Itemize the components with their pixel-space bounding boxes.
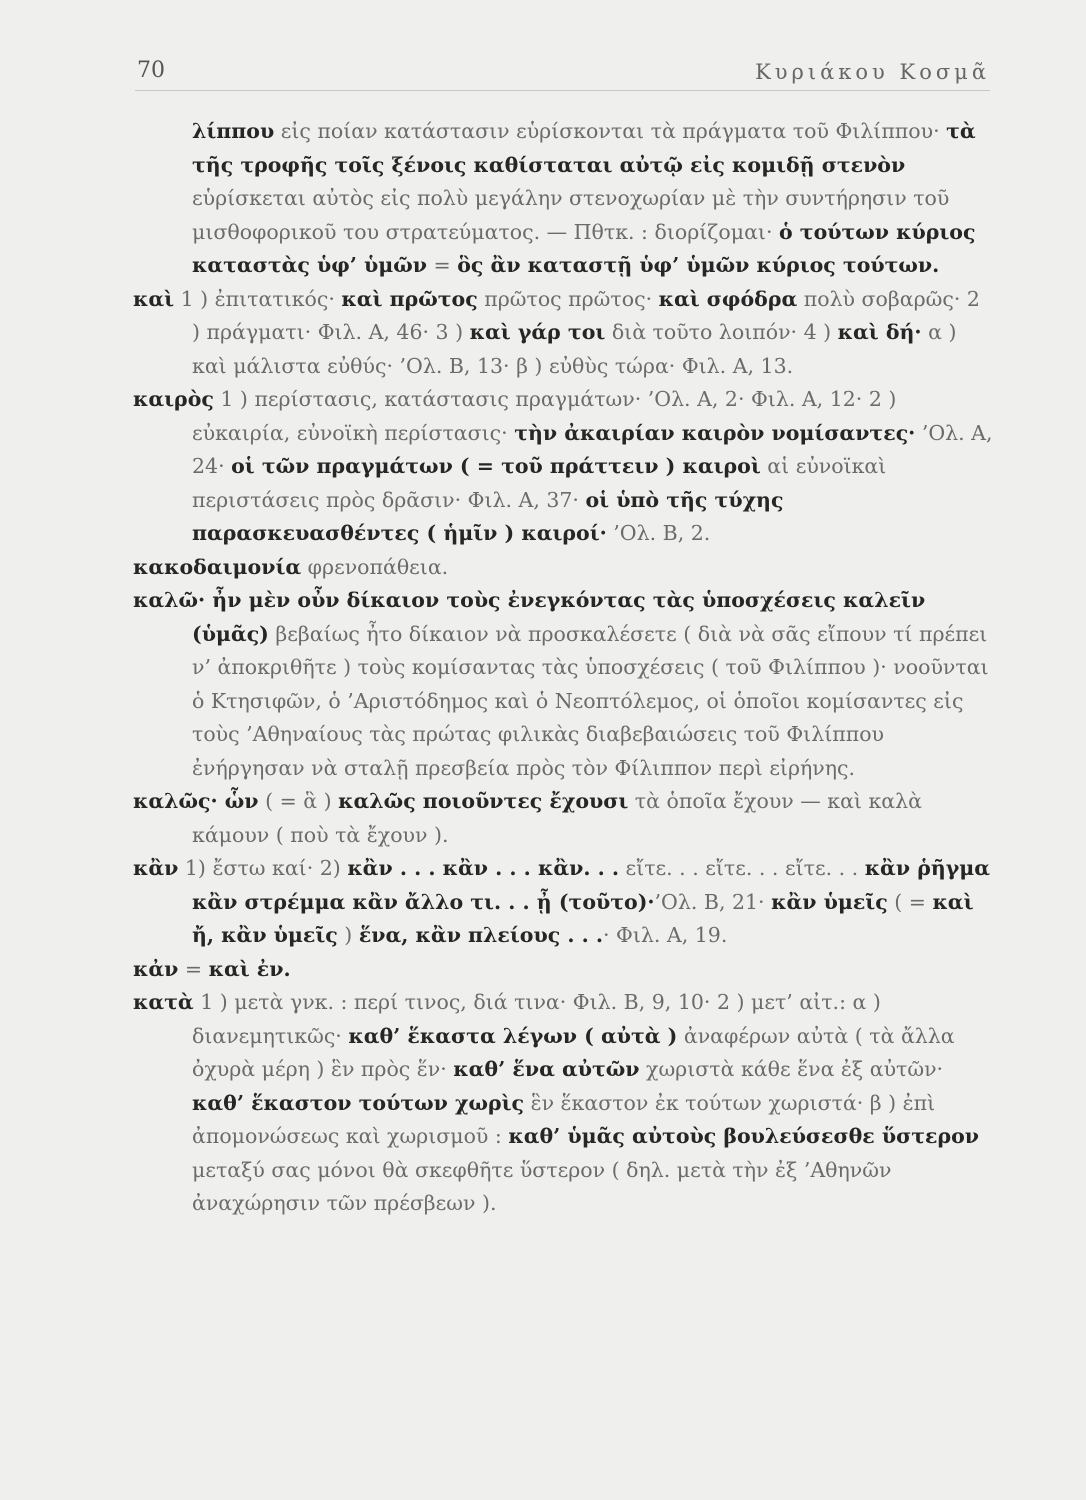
- glossary-body: [133, 115, 993, 1221]
- definition-text: χωριστὰ κάθε ἕνα ἐξ αὐτῶν·: [639, 1057, 944, 1081]
- definition-text: ἓν ἕκαστον ἐκ τούτων χωριστά· β ) ἐπὶ ἀπομονώσεως καὶ χωρισμοῦ :: [192, 1090, 936, 1148]
- page-number: 70: [137, 58, 165, 83]
- bold-term: καλῶ· ἦν μὲν οὖν δίκαιον τοὺς ἐνεγκόντας τὰς ὑποσχέσεις καλεῖν (ὑμᾶς): [133, 588, 926, 646]
- definition-text: πρῶτος πρῶτος·: [477, 286, 659, 311]
- bold-term: κἀν: [133, 956, 179, 981]
- glossary-entry: [133, 953, 993, 987]
- bold-term: καὶ δή·: [837, 320, 922, 344]
- definition-text: εὑρίσκεται αὐτὸς εἰς πολὺ μεγάλην στενοχωρίαν μὲ τὴν συντήρησιν τοῦ μισθοφορικοῦ του στρατεύματος. — Πθτκ. : διορίζομαι·: [192, 186, 950, 244]
- bold-term: τὰ τῆς τροφῆς τοῖς ξένοις καθίσταται αὐτῷ εἰς κομιδῇ στενὸν: [192, 119, 976, 177]
- definition-text: 1 ) ἐπιτατικός·: [174, 286, 342, 311]
- definition-text: διὰ τοῦτο λοιπόν· 4 ): [605, 320, 838, 344]
- glossary-entry: [133, 283, 993, 384]
- definition-text: ( =: [887, 889, 933, 914]
- definition-text: εἰς ποίαν κατάστασιν εὑρίσκονται τὰ πράγματα τοῦ Φιλίππου·: [274, 119, 947, 143]
- bold-term: κἂν: [133, 856, 179, 880]
- bold-term: ὃς ἂν καταστῇ ὑφ’ ὑμῶν κύριος τούτων.: [457, 253, 940, 277]
- definition-text: πολὺ σοβαρῶς· 2 ) πράγματι· Φιλ. Α, 46· 3 ): [192, 286, 980, 344]
- glossary-entry: [133, 852, 993, 953]
- bold-term: κατὰ: [133, 990, 194, 1014]
- bold-term: κἂν ῥῆγμα κἂν στρέμμα κἂν ἄλλο τι. . . ᾖ (τοῦτο)·: [192, 856, 991, 914]
- bold-term: καὶ ἐν.: [208, 956, 291, 981]
- page-header: [135, 58, 990, 91]
- definition-text: ἀναφέρων αὐτὰ ( τὰ ἄλλα ὀχυρὰ μέρη ) ἓν πρὸς ἕν·: [192, 1023, 955, 1081]
- bold-term: τὴν ἀκαιρίαν καιρὸν νομίσαντες·: [514, 420, 916, 445]
- glossary-entry: [133, 383, 993, 551]
- definition-text: ’Ολ. Α, 24·: [192, 420, 993, 478]
- definition-text: ’Ολ. Β, 2.: [606, 521, 711, 545]
- bold-term: ὁ τούτων κύριος καταστὰς ὑφ’ ὑμῶν: [192, 219, 976, 277]
- glossary-entry-continuation: [133, 115, 993, 283]
- bold-term: καὶ γάρ τοι: [469, 320, 606, 344]
- bold-term: οἱ τῶν πραγμάτων ( = τοῦ πράττειν ) καιροὶ: [231, 454, 761, 478]
- definition-text: 1) ἔστω καί· 2): [178, 856, 348, 880]
- bold-term: καθ’ ἕκαστον τούτων χωρὶς: [192, 1090, 525, 1115]
- glossary-entry: [133, 785, 993, 852]
- definition-text: =: [427, 253, 458, 277]
- bold-term: κἂν . . . κἂν . . . κἂν. . .: [347, 856, 620, 880]
- definition-text: α ) καὶ μάλιστα εὐθύς· ’Ολ. Β, 13· β ) εὐθὺς τώρα· Φιλ. Α, 13.: [192, 320, 957, 378]
- bold-term: καθ’ ἕκαστα λέγων ( αὐτὰ ): [348, 1023, 678, 1048]
- definition-text: =: [178, 956, 209, 981]
- glossary-entry: [133, 584, 993, 785]
- bold-term: κακοδαιμονία: [133, 554, 302, 579]
- definition-text: βεβαίως ἦτο δίκαιον νὰ προσκαλέσετε ( διὰ νὰ σᾶς εἴπουν τί πρέπει ν’ ἀποκριθῆτε ) τοὺς κομίσαντας τὰς ὑποσχέσεις ( τοῦ Φιλίππου )· νοοῦνται ὁ Κτησιφῶν, ὁ ’Αριστόδημος καὶ ὁ Νεοπτόλεμος, οἱ ὁποῖοι κομίσαντες εἰς τοὺς ’Αθηναίους τὰς πρώτας φιλικὰς διαβεβαιώσεις τοῦ Φιλίππου ἐνήργησαν νὰ σταλῇ πρεσβεία πρὸς τὸν Φίλιππον περὶ εἰρήνης.: [192, 621, 989, 780]
- bold-term: καλῶς ποιοῦντες ἔχουσι: [338, 789, 629, 813]
- definition-text: τὰ ὁποῖα ἔχουν — καὶ καλὰ κάμουν ( ποὺ τὰ ἔχουν ).: [192, 789, 922, 847]
- definition-text: 1 ) περίστασις, κατάστασις πραγμάτων· ’Ολ. Α, 2· Φιλ. Α, 12· 2 ) εὐκαιρία, εὐνοϊκὴ περίστασις·: [192, 387, 897, 445]
- bold-term: καὶ πρῶτος: [341, 286, 478, 311]
- definition-text: μεταξύ σας μόνοι θὰ σκεφθῆτε ὕστερον ( δηλ. μετὰ τὴν ἐξ ’Αθηνῶν ἀναχώρησιν τῶν πρέσβεων ).: [192, 1157, 892, 1215]
- bold-term: κἂν ὑμεῖς: [771, 889, 888, 914]
- definition-text: φρενοπάθεια.: [301, 554, 449, 579]
- bold-term: οἱ ὑπὸ τῆς τύχης παρασκευασθέντες ( ἡμῖν ) καιροί·: [192, 487, 784, 545]
- bold-term: καὶ ἤ, κἂν ὑμεῖς: [192, 889, 974, 947]
- definition-text: · Φιλ. Α, 19.: [603, 923, 728, 947]
- definition-text: ’Ολ. Β, 21·: [654, 889, 772, 914]
- bold-term: καὶ: [133, 286, 175, 311]
- definition-text: ( = ἃ ): [258, 789, 339, 813]
- glossary-entry: [133, 986, 993, 1221]
- running-head: Κυριάκου Κοσμᾶ: [755, 60, 990, 84]
- bold-term: καλῶς· ὧν: [133, 789, 259, 813]
- definition-text: εἴτε. . . εἴτε. . . εἴτε. . .: [619, 856, 865, 880]
- bold-term: λίππου: [192, 119, 275, 143]
- definition-text: ): [337, 923, 359, 947]
- bold-term: καιρὸς: [133, 387, 214, 411]
- glossary-entry: [133, 551, 993, 585]
- bold-term: καθ’ ἕνα αὐτῶν: [453, 1057, 640, 1081]
- bold-term: καθ’ ὑμᾶς αὐτοὺς βουλεύσεσθε ὕστερον: [508, 1124, 980, 1148]
- bold-term: καὶ σφόδρα: [658, 286, 798, 311]
- definition-text: 1 ) μετὰ γνκ. : περί τινος, διά τινα· Φιλ. Β, 9, 10· 2 ) μετ’ αἰτ.: α ) διανεμητικῶς·: [192, 990, 881, 1048]
- definition-text: αἱ εὐνοϊκαὶ περιστάσεις πρὸς δρᾶσιν· Φιλ. Α, 37·: [192, 454, 887, 512]
- bold-term: ἕνα, κἂν πλείους . . .: [358, 923, 604, 947]
